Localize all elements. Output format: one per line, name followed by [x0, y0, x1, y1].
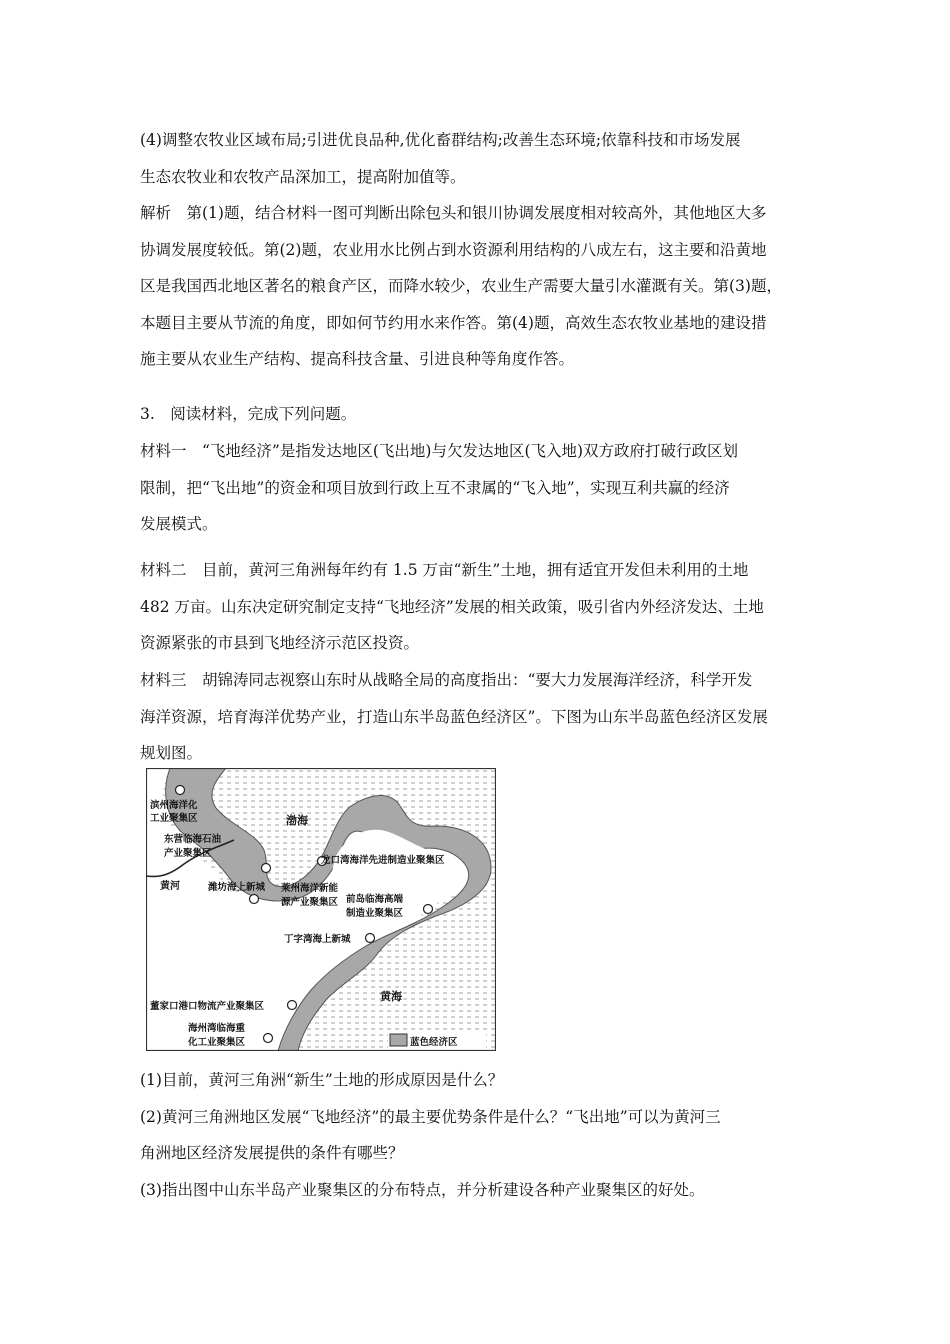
answer-4: [140, 122, 820, 195]
zone-marker: [176, 786, 185, 795]
legend-label: 蓝色经济区: [410, 1037, 458, 1048]
analysis-line: 解析 第(1)题，结合材料一图可判断出除包头和银川协调发展度相对较高外，其他地区大多: [140, 204, 767, 222]
zone-label-qiandao: 前岛临海高端: [346, 894, 404, 905]
analysis-line: 本题目主要从节流的角度，即如何节约用水来作答。第(4)题，高效生态农牧业基地的建设措: [140, 313, 767, 332]
zone-marker: [262, 864, 271, 873]
material-1-line: 材料一 “飞地经济”是指发达地区(飞出地)与欠发达地区(飞入地)双方政府打破行政区划: [140, 442, 739, 460]
river-label: 黄河: [160, 881, 180, 892]
zone-label-laizhou: 源产业聚集区: [281, 897, 339, 908]
zone-label-dongying: 东营临海石油: [164, 834, 222, 845]
material-2-line: 材料二 目前，黄河三角洲每年约有 1.5 万亩“新生”土地，拥有适宜开发但未利用的土地: [140, 561, 749, 579]
material-3: [140, 662, 820, 772]
material-1: [140, 433, 820, 543]
zone-label-dingzi: 丁字湾海上新城: [284, 934, 351, 945]
zone-label-longkou: 龙口湾海洋先进制造业聚集区: [321, 855, 445, 866]
zone-marker: [250, 895, 259, 904]
sea-label-bohai: 渤海: [286, 814, 308, 827]
zone-marker: [424, 905, 433, 914]
zone-label-dongying: 产业聚集区: [164, 848, 212, 859]
answer-4-line: (4)调整农牧业区域布局;引进优良品种,优化畜群结构;改善生态环境;依靠科技和市场发展: [140, 131, 741, 149]
question-3-text: 3. 阅读材料，完成下列问题。: [140, 405, 357, 423]
zone-label-binzhou: 滨州海洋化: [150, 800, 198, 811]
question-line: 角洲地区经济发展提供的条件有哪些？: [140, 1144, 404, 1162]
material-1-line: 限制，把“飞出地”的资金和项目放到行政上互不隶属的“飞入地”，实现互利共赢的经济: [140, 478, 730, 497]
zone-label-qiandao: 制造业聚集区: [346, 908, 404, 919]
material-3-line: 海洋资源，培育海洋优势产业，打造山东半岛蓝色经济区”。下图为山东半岛蓝色经济区发展: [140, 707, 768, 726]
analysis-line: 区是我国西北地区著名的粮食产区，而降水较少，农业生产需要大量引水灌溉有关。第(3)题，: [140, 277, 782, 295]
zone-label-laizhou: 莱州海洋新能: [281, 883, 339, 894]
sea-label-huanghai: 黄海: [380, 990, 402, 1003]
analysis-line: 施主要从农业生产结构、提高科技含量、引进良种等角度作答。: [140, 350, 575, 368]
zone-label-binzhou: 工业聚集区: [150, 813, 198, 824]
analysis-paragraph: [140, 195, 820, 378]
zone-marker: [264, 1034, 273, 1043]
question-3-heading: [140, 396, 820, 433]
zone-label-haizhou: 海州湾临海重: [188, 1023, 246, 1034]
material-3-line: 规划图。: [140, 744, 203, 762]
question-line: (1)目前，黄河三角洲“新生”土地的形成原因是什么？: [140, 1071, 504, 1089]
zone-label-haizhou: 化工业聚集区: [188, 1037, 246, 1048]
material-1-line: 发展模式。: [140, 515, 218, 533]
questions: [140, 1062, 820, 1208]
material-2: [140, 552, 820, 662]
zone-marker: [288, 1001, 297, 1010]
material-3-line: 材料三 胡锦涛同志视察山东时从战略全局的高度指出：“要大力发展海洋经济，科学开发: [140, 671, 753, 689]
answer-4-line: 生态农牧业和农牧产品深加工，提高附加值等。: [140, 167, 466, 186]
blue-economic-zone-map: [146, 768, 496, 1051]
legend-swatch: [390, 1034, 407, 1046]
analysis-line: 协调发展度较低。第(2)题，农业用水比例占到水资源利用结构的八成左右，这主要和沿黄地: [140, 240, 767, 259]
question-line: (2)黄河三角洲地区发展“飞地经济”的最主要优势条件是什么？“飞出地”可以为黄河三: [140, 1107, 721, 1126]
zone-label-dongjiakou: 董家口港口物流产业聚集区: [150, 1001, 265, 1012]
zone-label-weifang: 潍坊海上新城: [208, 882, 266, 893]
material-2-line: 482 万亩。山东决定研究制定支持“飞地经济”发展的相关政策，吸引省内外经济发达、土地: [140, 597, 764, 616]
material-2-line: 资源紧张的市县到飞地经济示范区投资。: [140, 634, 420, 652]
question-line: (3)指出图中山东半岛产业聚集区的分布特点，并分析建设各种产业聚集区的好处。: [140, 1180, 705, 1199]
zone-marker: [366, 934, 375, 943]
